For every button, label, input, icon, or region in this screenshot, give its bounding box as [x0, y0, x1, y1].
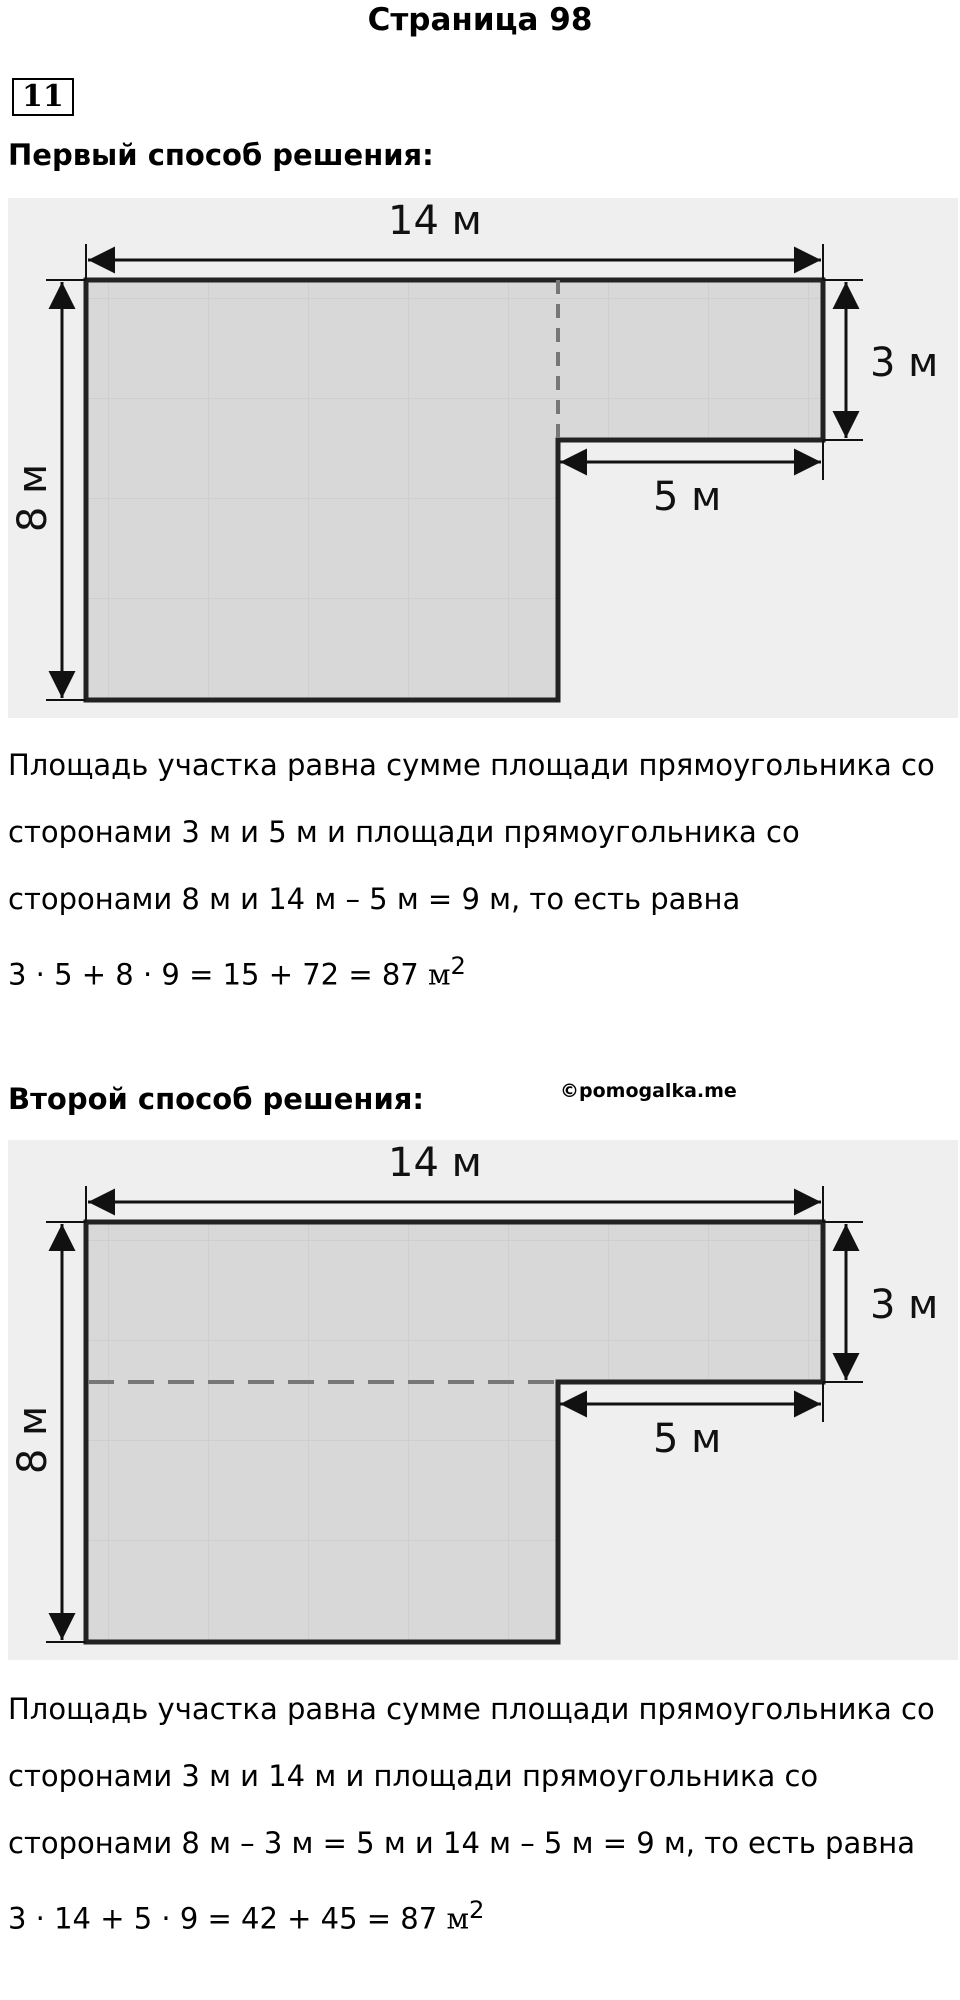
notch-height-label: 3 м	[870, 340, 939, 386]
height-label: 8 м	[10, 1405, 56, 1475]
method2-heading: Второй способ решения:	[8, 1082, 425, 1116]
width-label: 14 м	[388, 198, 482, 244]
task-number: 11	[12, 78, 74, 116]
height-label: 8 м	[10, 463, 56, 533]
method1-text	[8, 732, 958, 1000]
watermark: ©pomogalka.me	[560, 1080, 737, 1102]
method2-line-1: Площадь участка равна сумме площади прямоугольника со	[8, 1692, 935, 1726]
method2-text	[8, 1676, 958, 1944]
method1-line-3: сторонами 8 м и 14 м – 5 м = 9 м, то есть равна	[8, 882, 741, 916]
notch-width-label: 5 м	[653, 1416, 722, 1462]
method1-line-1: Площадь участка равна сумме площади прямоугольника со	[8, 748, 935, 782]
method1-figure	[8, 198, 958, 718]
method2-figure	[8, 1140, 958, 1660]
notch-width-label: 5 м	[653, 474, 722, 520]
width-label: 14 м	[388, 1140, 482, 1186]
method1-heading: Первый способ решения:	[8, 138, 434, 172]
method2-line-2: сторонами 3 м и 14 м и площади прямоугольника со	[8, 1759, 819, 1793]
method1-line-2: сторонами 3 м и 5 м и площади прямоугольника со	[8, 815, 800, 849]
method1-formula: 3 · 5 + 8 · 9 = 15 + 72 = 87 $м^2$	[8, 952, 466, 992]
method2-line-3: сторонами 8 м – 3 м = 5 м и 14 м – 5 м = 9 м, то есть равна	[8, 1826, 916, 1860]
page-title: Страница 98	[367, 2, 593, 38]
notch-height-label: 3 м	[870, 1282, 939, 1328]
method2-formula: 3 · 14 + 5 · 9 = 42 + 45 = 87 $м^2$	[8, 1896, 485, 1936]
